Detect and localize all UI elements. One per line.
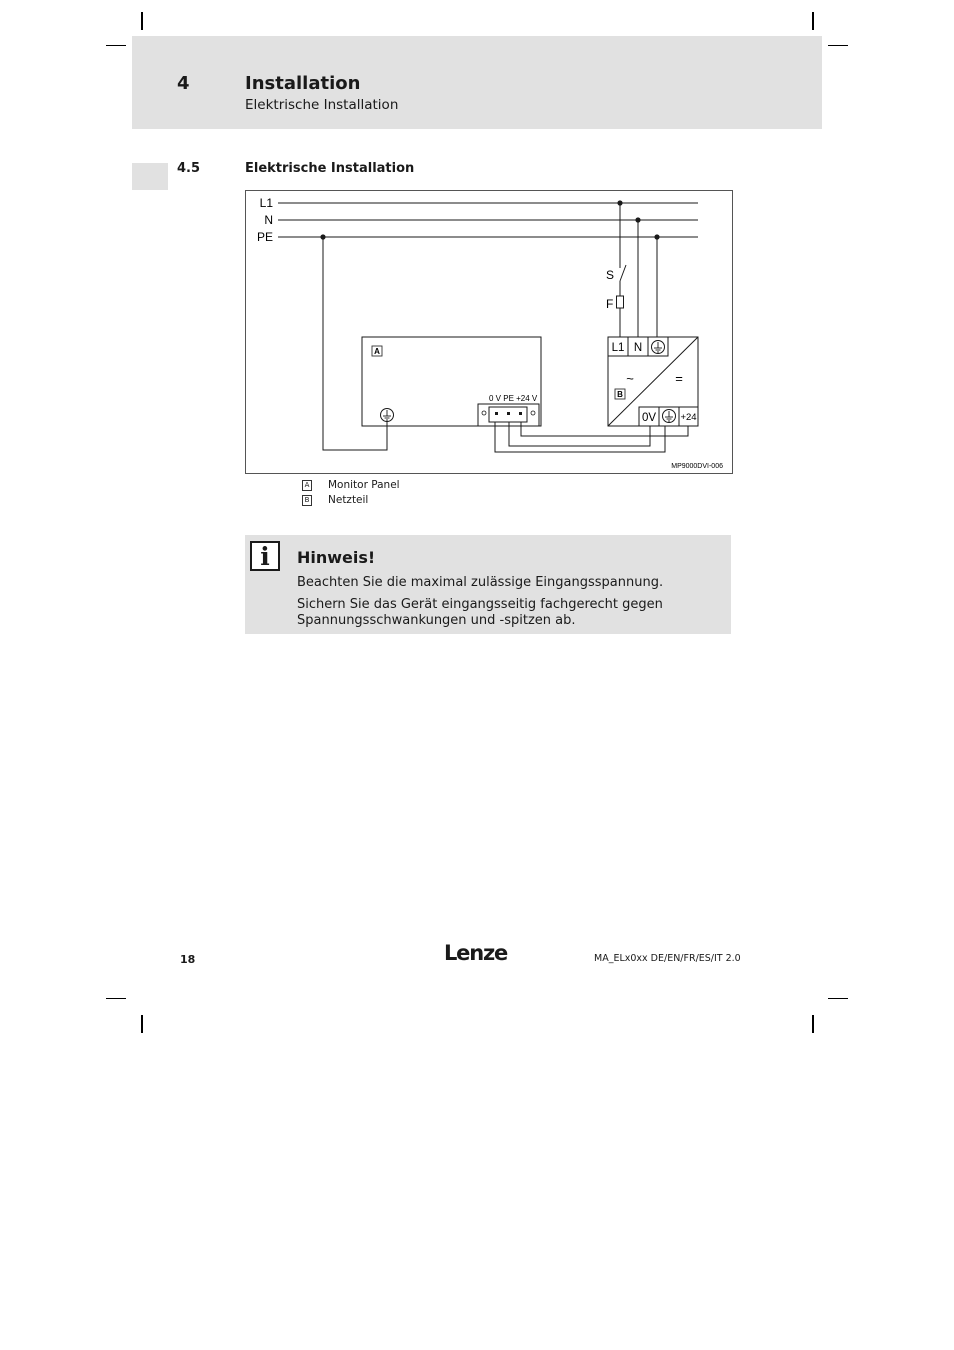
panel-key-label: A	[374, 347, 380, 356]
wiring-diagram	[245, 190, 733, 474]
supply-output-24v: +24	[680, 412, 697, 423]
page-number: 18	[180, 953, 196, 966]
supply-input-n: N	[633, 342, 643, 354]
panel-connector-label: 0 V PE +24 V	[489, 394, 538, 403]
crop-mark	[812, 12, 814, 30]
line-label-l1: L1	[259, 196, 273, 210]
legend-key: B	[302, 495, 312, 506]
note-text-line: Beachten Sie die maximal zulässige Eingangsspannung.	[297, 575, 664, 590]
supply-output-0v: 0V	[641, 412, 657, 424]
legend-key: A	[302, 480, 312, 491]
crop-mark	[828, 45, 848, 46]
legend-item-a	[302, 479, 400, 491]
section-tab-marker	[132, 163, 168, 190]
info-icon: i	[250, 541, 280, 571]
brand-logo: Lenze	[444, 941, 508, 965]
supply-ac-symbol: ~	[626, 371, 634, 386]
legend-item-b	[302, 494, 368, 506]
line-label-n: N	[264, 213, 273, 227]
crop-mark	[106, 45, 126, 46]
line-label-pe: PE	[256, 230, 273, 244]
supply-dc-symbol: =	[675, 371, 683, 386]
document-code: MA_ELx0xx DE/EN/FR/ES/IT 2.0	[594, 953, 741, 964]
supply-input-l1: L1	[611, 342, 625, 354]
chapter-title: Installation	[245, 73, 361, 94]
fuse-label: F	[606, 297, 614, 311]
legend-label: Monitor Panel	[328, 479, 400, 491]
crop-mark	[106, 998, 126, 999]
chapter-number: 4	[177, 73, 190, 94]
chapter-subtitle: Elektrische Installation	[245, 97, 399, 113]
chapter-header-band	[132, 36, 822, 129]
section-title: Elektrische Installation	[245, 161, 415, 176]
figure-id: MP9000DVI-006	[671, 463, 723, 470]
crop-mark	[828, 998, 848, 999]
supply-key-label: B	[617, 390, 623, 399]
switch-label: S	[606, 268, 615, 282]
note-text-line: Sichern Sie das Gerät eingangsseitig fachgerecht gegen Spannungsschwankungen und -spitzen ab.	[297, 597, 663, 628]
note-title: Hinweis!	[297, 548, 376, 567]
crop-mark	[141, 12, 143, 30]
section-number: 4.5	[177, 161, 201, 176]
legend-label: Netzteil	[328, 494, 369, 506]
crop-mark	[141, 1015, 143, 1033]
crop-mark	[812, 1015, 814, 1033]
